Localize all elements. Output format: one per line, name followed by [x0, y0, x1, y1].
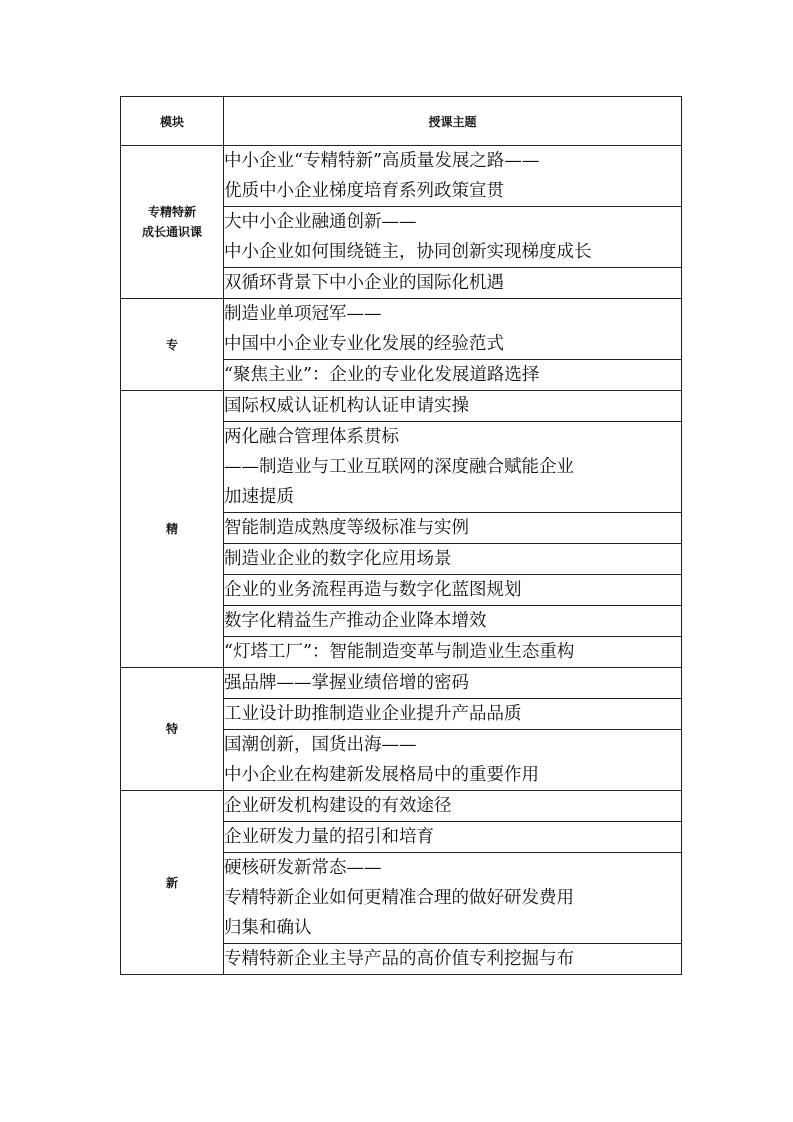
- topic-line: 硬核研发新常态——: [224, 858, 382, 878]
- table-row: [121, 146, 682, 207]
- topic-cell: [224, 791, 682, 822]
- header-topic: 授课主题: [224, 97, 682, 146]
- topic-line: 国际权威认证机构认证申请实操: [224, 396, 469, 416]
- topic-cell: [224, 822, 682, 853]
- module-label: 成长通识课: [141, 225, 202, 239]
- topic-cell: [224, 730, 682, 791]
- table-header-row: [121, 97, 682, 146]
- topic-line: 数字化精益生产推动企业降本增效: [224, 611, 487, 631]
- module-label: 精: [165, 522, 178, 536]
- topic-line: 企业研发力量的招引和培育: [224, 827, 434, 847]
- topic-line: 归集和确认: [224, 918, 312, 938]
- topic-line: 专精特新企业主导产品的高价值专利挖掘与布: [224, 949, 574, 969]
- topic-cell: [224, 207, 682, 268]
- topic-line: “灯塔工厂”：智能制造变革与制造业生态重构: [224, 642, 575, 662]
- topic-cell: [224, 944, 682, 975]
- table-row: [121, 391, 682, 422]
- topic-line: 企业的业务流程再造与数字化蓝图规划: [224, 580, 522, 600]
- topic-cell: [224, 853, 682, 944]
- topic-cell: [224, 268, 682, 299]
- module-cell: [121, 146, 224, 299]
- topic-line: 优质中小企业梯度培育系列政策宣贯: [224, 181, 504, 201]
- topic-line: 大中小企业融通创新——: [224, 212, 417, 232]
- table-row: [121, 668, 682, 699]
- topic-line: 国潮创新，国货出海——: [224, 735, 417, 755]
- table-row: [121, 299, 682, 360]
- topic-cell: [224, 544, 682, 575]
- table-body: [121, 146, 682, 975]
- topic-cell: [224, 299, 682, 360]
- topic-line: 制造业单项冠军——: [224, 304, 382, 324]
- topic-line: “聚焦主业”：企业的专业化发展道路选择: [224, 365, 540, 385]
- topic-cell: [224, 606, 682, 637]
- topic-cell: [224, 391, 682, 422]
- topic-cell: [224, 146, 682, 207]
- topic-line: 制造业企业的数字化应用场景: [224, 549, 452, 569]
- module-label: 专精特新: [147, 205, 196, 219]
- topic-line: 智能制造成熟度等级标准与实例: [224, 518, 469, 538]
- topic-cell: [224, 699, 682, 730]
- topic-line: 强品牌——掌握业绩倍增的密码: [224, 673, 469, 693]
- topic-cell: [224, 668, 682, 699]
- topic-line: 中小企业“专精特新”高质量发展之路——: [224, 151, 540, 171]
- topic-cell: [224, 422, 682, 513]
- module-label: 特: [165, 722, 178, 736]
- topic-line: 加速提质: [224, 487, 294, 507]
- topic-cell: [224, 575, 682, 606]
- topic-line: 两化融合管理体系贯标: [224, 427, 399, 447]
- table-row: [121, 791, 682, 822]
- topic-cell: [224, 360, 682, 391]
- topic-line: 双循环背景下中小企业的国际化机遇: [224, 273, 504, 293]
- topic-line: 中小企业如何围绕链主，协同创新实现梯度成长: [224, 242, 592, 262]
- topic-line: 中国中小企业专业化发展的经验范式: [224, 334, 504, 354]
- module-label: 新: [165, 875, 178, 890]
- module-cell: [121, 791, 224, 975]
- module-cell: [121, 299, 224, 391]
- topic-cell: [224, 637, 682, 668]
- topic-line: ——制造业与工业互联网的深度融合赋能企业: [224, 457, 574, 477]
- topic-line: 企业研发机构建设的有效途径: [224, 796, 452, 816]
- topic-line: 专精特新企业如何更精准合理的做好研发费用: [224, 888, 574, 908]
- topic-line: 工业设计助推制造业企业提升产品品质: [224, 704, 522, 724]
- topic-cell: [224, 513, 682, 544]
- module-label: 专: [165, 337, 178, 352]
- module-cell: [121, 391, 224, 668]
- course-table: [120, 96, 682, 975]
- topic-line: 中小企业在构建新发展格局中的重要作用: [224, 765, 539, 785]
- header-module: 模块: [121, 97, 224, 146]
- module-cell: [121, 668, 224, 791]
